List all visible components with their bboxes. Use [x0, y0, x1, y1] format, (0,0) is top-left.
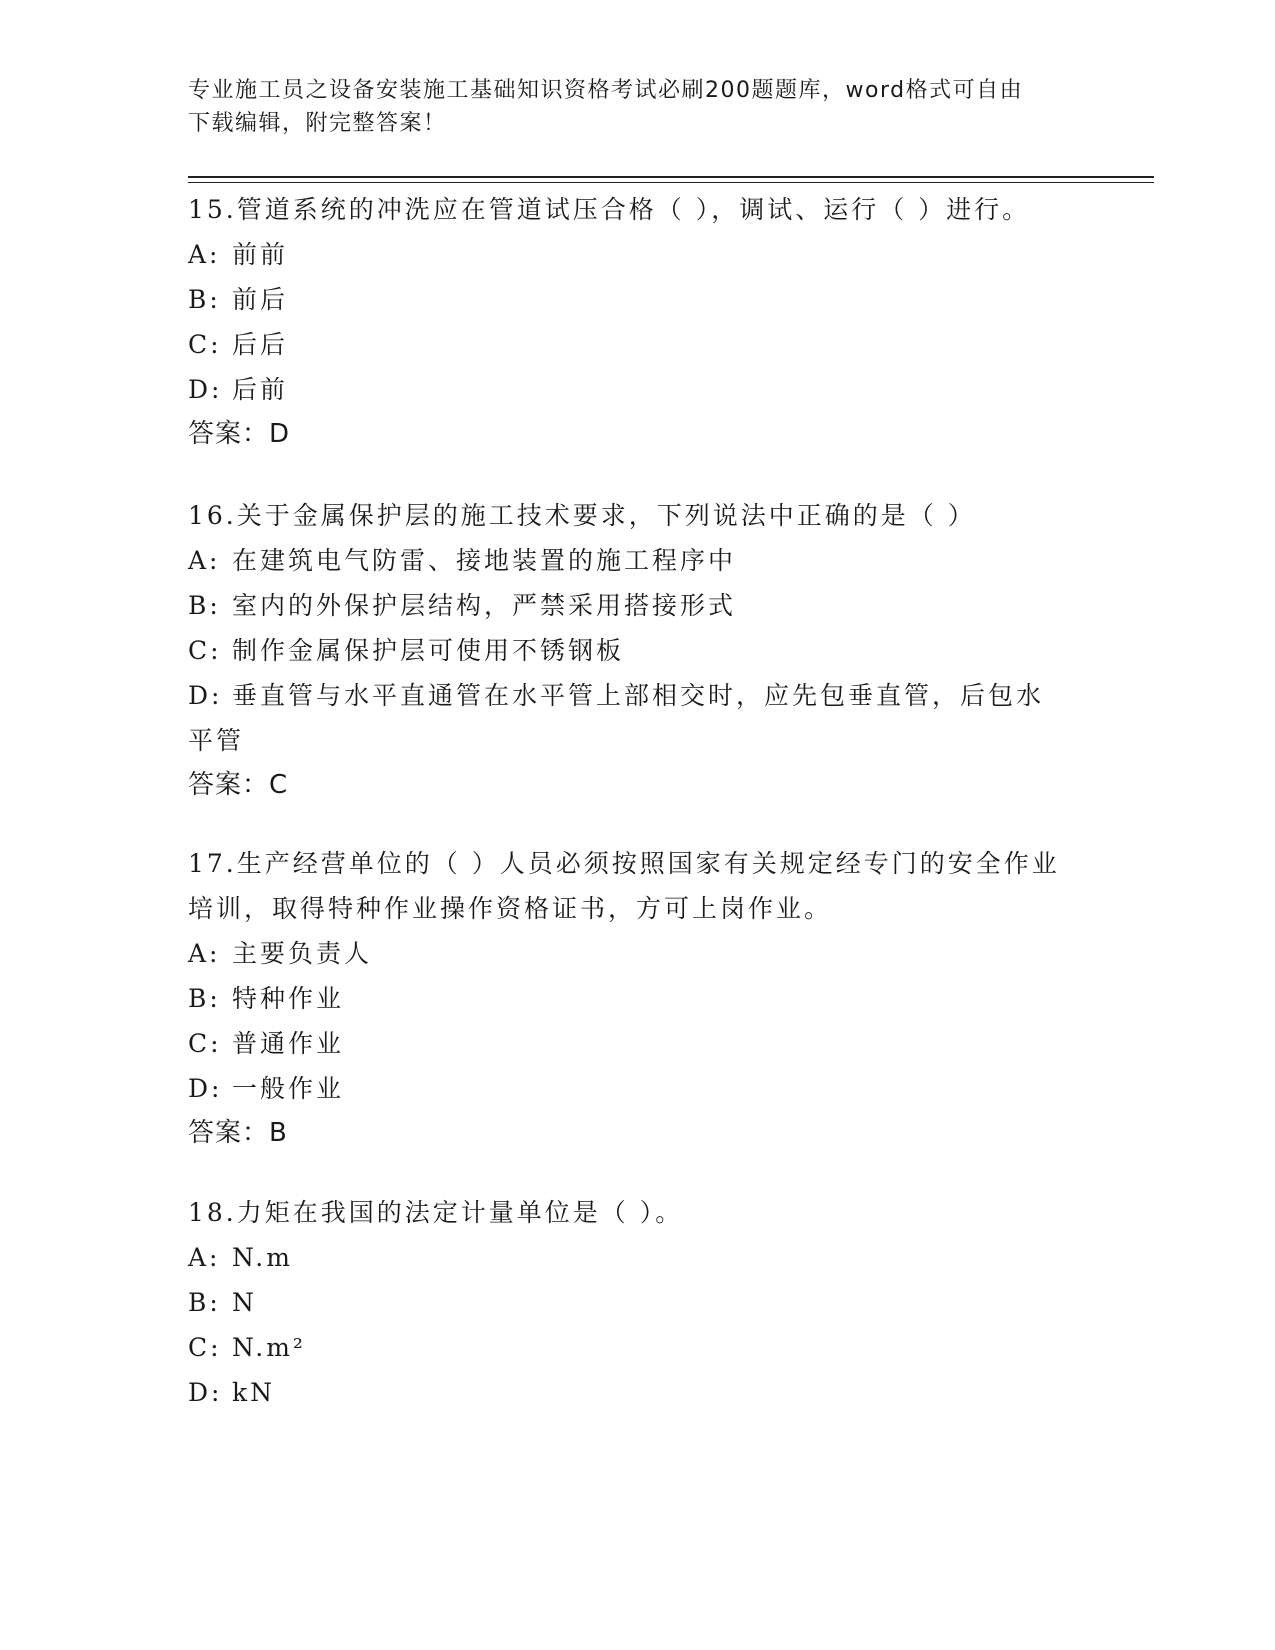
option-letter: A: [188, 546, 221, 575]
question-text: 16.关于金属保护层的施工技术要求，下列说法中正确的是（ ） [188, 501, 976, 530]
option-letter: B: [188, 285, 221, 314]
option-text: 主要负责人 [232, 939, 373, 968]
option-b [188, 1280, 1068, 1325]
option-text: 前后 [232, 285, 289, 314]
option-d [188, 673, 1068, 763]
answer: 答案：B [188, 1118, 288, 1148]
option-d [188, 1066, 1068, 1111]
option-text: N.m [232, 1243, 293, 1272]
header-line-1: 专业施工员之设备安装施工基础知识资格考试必刷200题题库，word格式可自由 [188, 78, 1024, 103]
option-letter: D: [188, 1378, 223, 1407]
question-text: 18.力矩在我国的法定计量单位是（ ）。 [188, 1198, 684, 1227]
header-line-2: 下载编辑，附完整答案！ [188, 111, 447, 136]
option-letter: C: [188, 636, 222, 665]
option-text: N [232, 1288, 257, 1317]
question-16 [188, 493, 1068, 808]
option-letter: D: [188, 681, 223, 710]
option-text: 室内的外保护层结构，严禁采用搭接形式 [232, 591, 737, 620]
option-b [188, 976, 1068, 1021]
option-letter: D: [188, 375, 223, 404]
option-letter: C: [188, 1333, 222, 1362]
document-header [188, 74, 1088, 140]
option-c [188, 628, 1068, 673]
option-a [188, 931, 1068, 976]
question-text: 15.管道系统的冲洗应在管道试压合格（ ），调试、运行（ ）进行。 [188, 195, 1031, 224]
option-text: 后前 [232, 375, 289, 404]
option-letter: D: [188, 1074, 223, 1103]
option-letter: C: [188, 330, 222, 359]
option-letter: B: [188, 591, 221, 620]
option-a [188, 1235, 1068, 1280]
option-a [188, 538, 1068, 583]
option-letter: A: [188, 1243, 221, 1272]
option-text: 特种作业 [232, 984, 345, 1013]
option-b [188, 583, 1068, 628]
answer: 答案：D [188, 419, 291, 449]
option-text: 一般作业 [232, 1074, 345, 1103]
option-text: 在建筑电气防雷、接地装置的施工程序中 [232, 546, 737, 575]
question-15 [188, 187, 1068, 457]
option-letter: B: [188, 1288, 221, 1317]
option-letter: B: [188, 984, 221, 1013]
option-d [188, 367, 1068, 412]
question-text: 17.生产经营单位的（ ）人员必须按照国家有关规定经专门的安全作业培训，取得特种作业操作资格证书，方可上岗作业。 [188, 849, 1060, 923]
option-text: 后后 [232, 330, 289, 359]
option-c [188, 1021, 1068, 1066]
option-d [188, 1370, 1068, 1415]
option-text: N.m² [232, 1333, 306, 1362]
question-17 [188, 841, 1068, 1156]
option-text: 制作金属保护层可使用不锈钢板 [232, 636, 625, 665]
option-text: 垂直管与水平直通管在水平管上部相交时，应先包垂直管，后包水平管 [188, 681, 1045, 755]
option-letter: C: [188, 1029, 222, 1058]
option-text: 普通作业 [232, 1029, 345, 1058]
option-c [188, 322, 1068, 367]
option-b [188, 277, 1068, 322]
option-letter: A: [188, 939, 221, 968]
option-text: kN [232, 1378, 276, 1407]
header-divider [188, 176, 1154, 183]
option-text: 前前 [232, 240, 289, 269]
question-18 [188, 1190, 1068, 1415]
option-a [188, 232, 1068, 277]
answer: 答案：C [188, 770, 289, 800]
option-letter: A: [188, 240, 221, 269]
option-c [188, 1325, 1068, 1370]
